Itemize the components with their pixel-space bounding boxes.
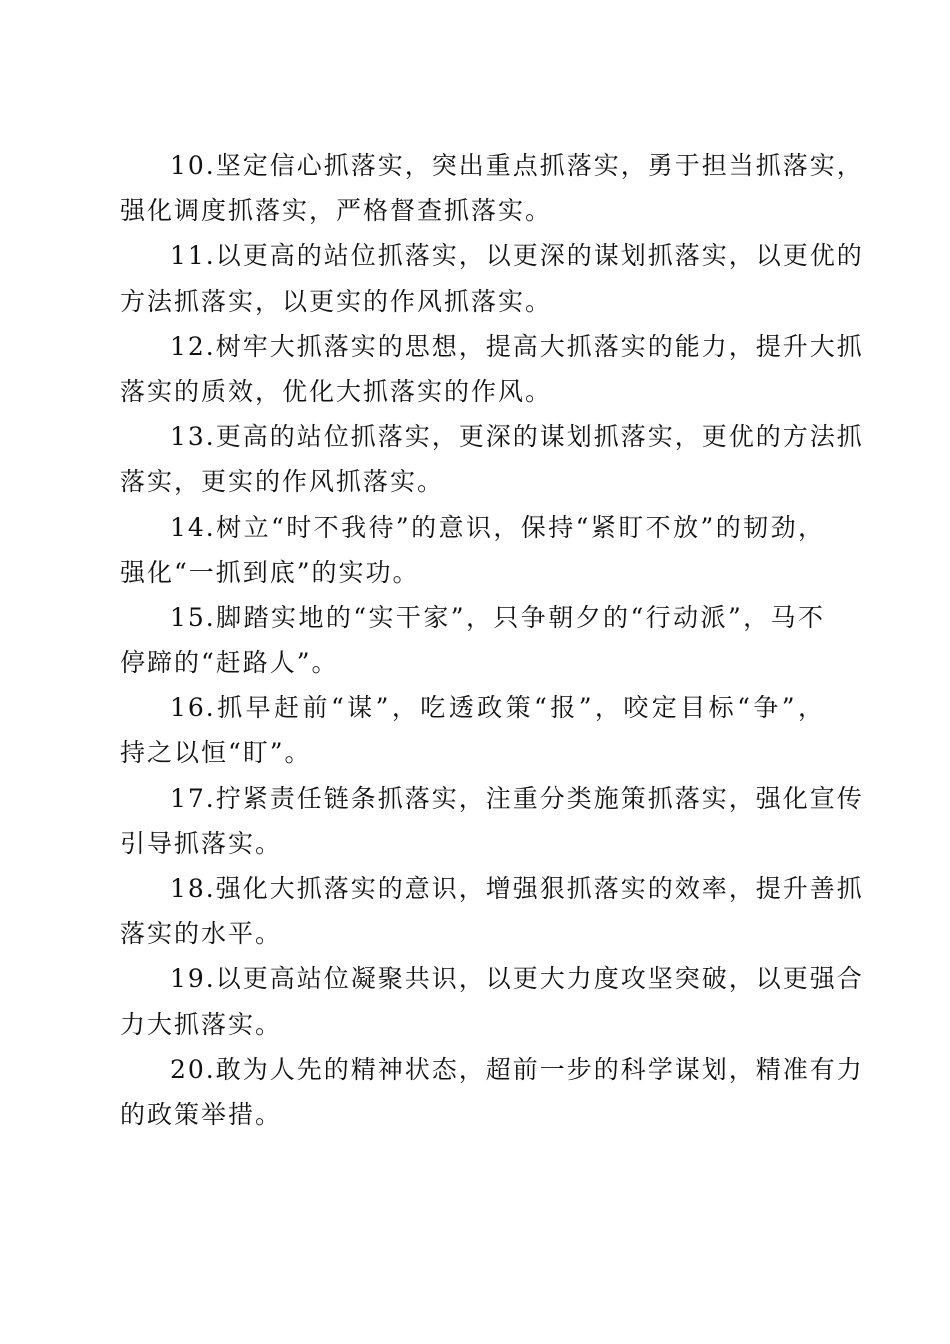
list-item-10	[120, 143, 864, 233]
list-item-line: 停蹄的“赶路人”。	[120, 648, 339, 678]
list-item-12	[120, 324, 864, 414]
document-body	[120, 143, 864, 1137]
list-item-line: 引导抓落实。	[120, 828, 283, 858]
list-item-line: 落实，更实的作风抓落实。	[120, 467, 445, 497]
list-item-line: 力大抓落实。	[120, 1009, 283, 1039]
list-item-line: 10.坚定信心抓落实，突出重点抓落实，勇于担当抓落实，	[170, 151, 864, 180]
list-item-line: 17.拧紧责任链条抓落实，注重分类施策抓落实，强化宣传	[170, 783, 864, 813]
list-item-15	[120, 595, 825, 685]
list-item-line: 18.强化大抓落实的意识，增强狠抓落实的效率，提升善抓	[170, 874, 864, 903]
list-item-line: 落实的水平。	[120, 919, 283, 949]
list-item-line: 方法抓落实，以更实的作风抓落实。	[120, 286, 553, 316]
list-item-19	[120, 956, 864, 1046]
list-item-line: 强化“一抓到底”的实功。	[120, 557, 420, 587]
list-item-line: 13.更高的站位抓落实，更深的谋划抓落实，更优的方法抓	[170, 422, 864, 452]
list-item-20	[120, 1047, 864, 1137]
list-item-18	[120, 866, 864, 956]
list-item-line: 落实的质效，优化大抓落实的作风。	[120, 376, 553, 406]
list-item-line: 16.抓早赶前“谋”，吃透政策“报”，咬定目标“争”，	[170, 693, 825, 723]
list-item-line: 15.脚踏实地的“实干家”，只争朝夕的“行动派”，马不	[170, 602, 825, 632]
list-item-line: 14.树立“时不我待”的意识，保持“紧盯不放”的韧劲，	[170, 512, 825, 542]
list-item-line: 持之以恒“盯”。	[120, 738, 312, 768]
list-item-17	[120, 776, 864, 866]
list-item-line: 12.树牢大抓落实的思想，提高大抓落实的能力，提升大抓	[170, 331, 864, 361]
list-item-line: 11.以更高的站位抓落实，以更深的谋划抓落实，以更优的	[170, 241, 864, 271]
list-item-16	[120, 685, 825, 775]
list-item-13	[120, 414, 864, 504]
list-item-14	[120, 505, 825, 595]
list-item-line: 强化调度抓落实，严格督查抓落实。	[120, 196, 553, 226]
list-item-line: 20.敢为人先的精神状态，超前一步的科学谋划，精准有力	[170, 1054, 864, 1084]
list-item-line: 的政策举措。	[120, 1099, 283, 1129]
list-item-11	[120, 233, 864, 323]
list-item-line: 19.以更高站位凝聚共识，以更大力度攻坚突破，以更强合	[170, 964, 864, 994]
